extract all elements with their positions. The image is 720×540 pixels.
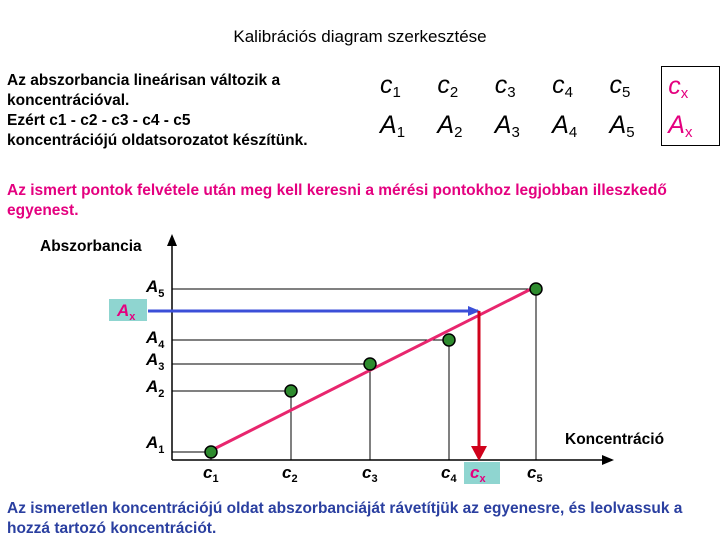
point-3	[364, 358, 376, 370]
x-axis-label: Koncentráció	[565, 431, 665, 448]
point-5	[530, 283, 542, 295]
y-label-a4: $A_4$	[146, 328, 165, 351]
x-label-c1: $c_1$	[203, 463, 219, 485]
table-c3: $c_3$	[494, 71, 516, 102]
page-title: Kalibrációs diagram szerkesztése	[233, 27, 487, 46]
y-label-a3: $A_3$	[146, 350, 165, 373]
table-a1: $A_1$	[380, 110, 406, 141]
table-c1: $c_1$	[380, 71, 401, 102]
intro-line-4: koncentrációjú oldatsorozatot készítünk.	[7, 132, 308, 149]
y-tick-labels	[145, 277, 165, 456]
intro-line-3-prefix: Ezért	[7, 112, 50, 129]
table-c5: $c_5$	[609, 71, 631, 102]
x-label-c2: $c_2$	[282, 463, 298, 485]
x-label-c3: $c_3$	[362, 463, 378, 485]
y-label-a5: $A_5$	[146, 277, 165, 300]
table-a5: $A_5$	[609, 110, 635, 141]
table-a2: $A_2$	[437, 110, 463, 141]
readout-instruction-text: Az ismeretlen koncentrációjú oldat abszorbanciáját rávetítjük az egyenesre, és leolvassuk a hozzá tartozó koncentrációt.	[7, 500, 683, 537]
intro-line-2: koncentrációval.	[7, 92, 130, 109]
table-cx: $c_x$	[662, 67, 720, 107]
intro-series: c1 - c2 - c3 - c4 - c5	[49, 112, 191, 129]
table-c4: $c_4$	[552, 71, 573, 102]
cx-readout-arrowhead	[471, 446, 487, 461]
table-ax: $A_x$	[662, 106, 720, 146]
table-a4: $A_4$	[552, 110, 578, 141]
x-label-c5: $c_5$	[527, 463, 543, 485]
x-label-c4: $c_4$	[441, 463, 457, 485]
table-a3: $A_3$	[494, 110, 520, 141]
point-1	[205, 446, 217, 458]
cx-label: $c_x$	[470, 463, 486, 485]
intro-line-1: Az abszorbancia lineárisan változik a	[7, 72, 281, 89]
fit-instruction-text: Az ismert pontok felvétele után meg kell keresni a mérési pontokhoz legjobban illeszkedő egyenest.	[7, 182, 667, 219]
point-4	[443, 334, 455, 346]
ax-label: $A_x$	[117, 301, 136, 323]
point-2	[285, 385, 297, 397]
y-label-a2: $A_2$	[146, 377, 165, 400]
y-axis-label: Abszorbancia	[40, 238, 142, 255]
table-c2: $c_2$	[437, 71, 459, 102]
y-label-a1: $A_1$	[146, 433, 165, 456]
